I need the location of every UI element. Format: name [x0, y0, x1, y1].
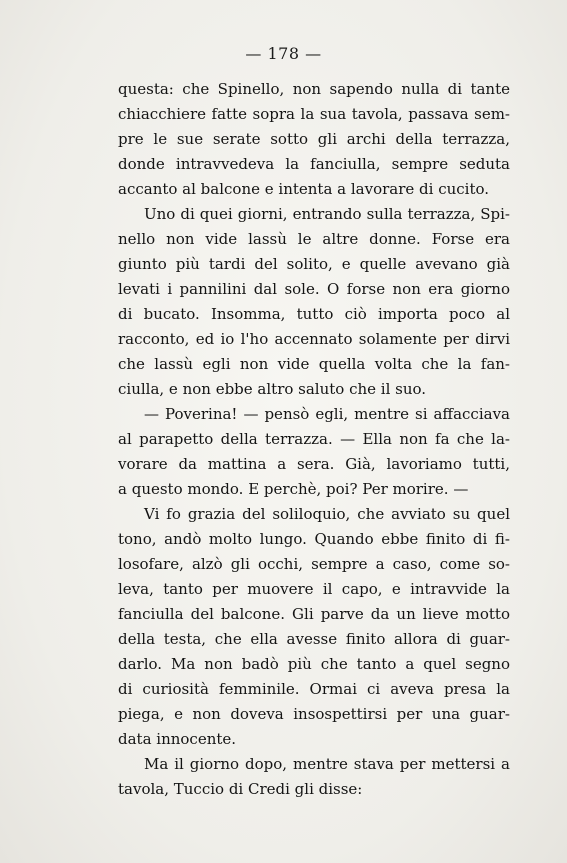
text-line: vorare da mattina a sera. Già, lavoriamo tutti, — [118, 455, 510, 473]
text-line: ciulla, e non ebbe altro saluto che il suo. — [118, 380, 427, 398]
text-line: al parapetto della terrazza. — Ella non fa che la- — [118, 430, 510, 448]
text-line: leva, tanto per muovere il capo, e intravvide la — [118, 580, 510, 598]
text-line: racconto, ed io l'ho accennato solamente per dirvi — [118, 330, 510, 348]
text-line: della testa, che ella avesse finito allora di guar- — [118, 630, 510, 648]
text-line: darlo. Ma non badò più che tanto a quel segno — [118, 655, 510, 673]
text-line: di bucato. Insomma, tutto ciò importa poco al — [118, 305, 510, 323]
page-number: — 178 — — [245, 44, 322, 63]
text-line: pre le sue serate sotto gli archi della terrazza, — [118, 130, 510, 148]
text-line: che lassù egli non vide quella volta che la fan- — [118, 355, 510, 373]
text-line: tono, andò molto lungo. Quando ebbe finito di fi- — [118, 530, 510, 548]
text-line: a questo mondo. E perchè, poi? Per morire. — — [118, 480, 469, 498]
text-line: nello non vide lassù le altre donne. Forse era — [118, 230, 510, 248]
paragraph — [118, 77, 510, 202]
text-line: chiacchiere fatte sopra la sua tavola, passava sem- — [118, 105, 510, 123]
text-line: di curiosità femminile. Ormai ci aveva presa la — [118, 680, 510, 698]
text-line: giunto più tardi del solito, e quelle avevano già — [118, 255, 510, 273]
text-line: Vi fo grazia del soliloquio, che avviato su quel — [144, 505, 510, 523]
text-line: Uno di quei giorni, entrando sulla terrazza, Spi- — [144, 205, 510, 223]
text-line: piega, e non doveva insospettirsi per una guar- — [118, 705, 510, 723]
paragraph — [118, 402, 510, 502]
text-line: fanciulla del balcone. Gli parve da un lieve motto — [118, 605, 510, 623]
text-line: data innocente. — [118, 730, 237, 748]
paragraph — [118, 752, 510, 802]
text-line: questa: che Spinello, non sapendo nulla di tante — [118, 80, 510, 98]
text-line: — Poverina! — pensò egli, mentre si affacciava — [144, 405, 510, 423]
text-line: Ma il giorno dopo, mentre stava per mettersi a — [144, 755, 510, 773]
text-line: tavola, Tuccio di Credi gli disse: — [118, 780, 363, 798]
text-line: accanto al balcone e intenta a lavorare di cucito. — [118, 180, 490, 198]
text-line: donde intravvedeva la fanciulla, sempre seduta — [118, 155, 510, 173]
body-text — [118, 77, 510, 802]
text-line: losofare, alzò gli occhi, sempre a caso, come so- — [118, 555, 510, 573]
paragraph — [118, 502, 510, 752]
paragraph — [118, 202, 510, 402]
text-line: levati i pannilini dal sole. O forse non era giorno — [118, 280, 510, 298]
